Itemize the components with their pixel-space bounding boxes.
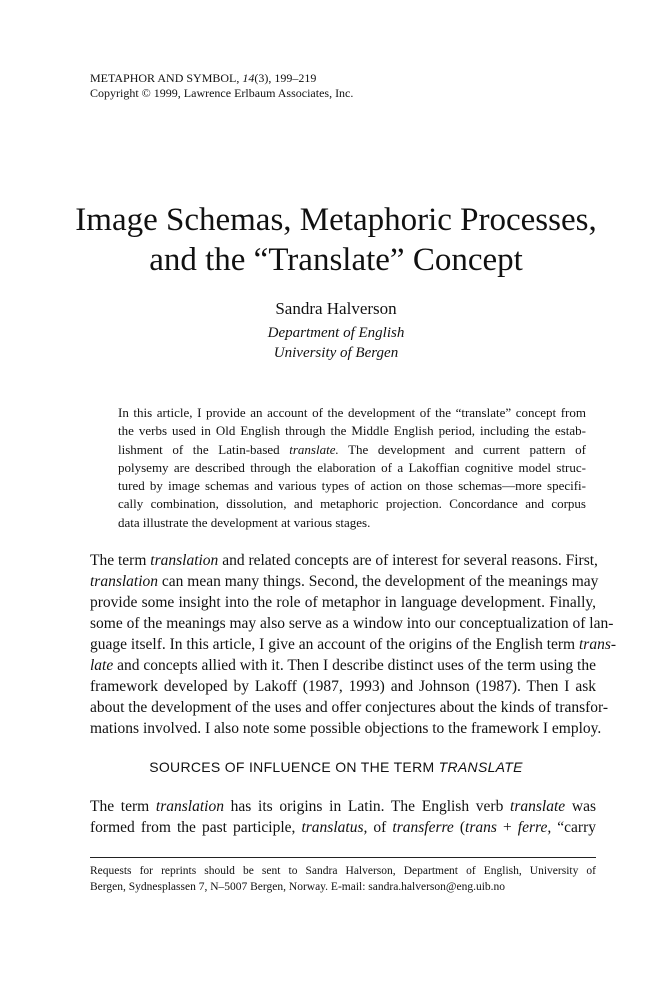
intro-paragraph-line: translation can mean many things. Second, the development of the meanings may <box>90 573 599 590</box>
intro-paragraph-line: guage itself. In this article, I give an account of the origins of the English term trans- <box>90 636 617 653</box>
abstract-line: cally combination, dissolution, and metaphoric projection. Concordance and corpus <box>118 496 586 512</box>
section-heading <box>0 757 672 777</box>
intro-paragraph-line: some of the meanings may also serve as a window into our conceptualization of lan- <box>90 615 614 632</box>
intro-paragraph-line: late and concepts allied with it. Then I describe distinct uses of the term using the <box>90 657 596 674</box>
section-paragraph-line: formed from the past participle, translatus, of transferre (trans + ferre, “carry <box>90 819 596 836</box>
italic-term: translate. <box>289 441 339 457</box>
abstract-line: lishment of the Latin-based translate. The development and current pattern of <box>118 441 586 457</box>
author-name: Sandra Halverson <box>275 299 397 318</box>
affiliation-university: University of Bergen <box>273 345 399 361</box>
section-heading-text: SOURCES OF INFLUENCE ON THE TERM <box>149 759 439 775</box>
abstract-line: data illustrate the development at various stages. <box>118 514 371 530</box>
italic-term: translate <box>510 798 566 815</box>
abstract <box>118 404 586 532</box>
abstract-line: polysemy are described through the elaboration of a Lakoffian cognitive model struc- <box>118 459 586 475</box>
section-heading-term: TRANSLATE <box>438 759 523 775</box>
intro-paragraph <box>90 550 617 739</box>
footnote-line: Bergen, Sydnesplassen 7, N–5007 Bergen, Norway. E-mail: sandra.halverson@eng.uib.no <box>90 881 506 893</box>
italic-term: late <box>90 657 114 674</box>
abstract-line: the verbs used in Old English through the Middle English period, including the estab- <box>118 423 586 439</box>
italic-term: translation <box>90 573 159 590</box>
footnote-line: Requests for reprints should be sent to Sandra Halverson, Department of English, University of <box>90 865 596 877</box>
journal-issue-pages: (3), 199–219 <box>254 71 317 85</box>
footnote <box>90 863 596 895</box>
italic-term: trans <box>465 819 497 836</box>
italic-term: trans- <box>578 636 617 653</box>
intro-paragraph-line: provide some insight into the role of metaphor in language development. Finally, <box>90 594 596 611</box>
footnote-divider <box>90 857 596 858</box>
intro-paragraph-line: The term translation and related concepts are of interest for several reasons. First, <box>90 552 598 569</box>
italic-term: translation <box>155 798 224 815</box>
journal-citation <box>90 71 353 86</box>
journal-volume: 14 <box>242 71 255 85</box>
journal-name: METAPHOR AND SYMBOL, <box>90 71 240 85</box>
author-affiliation <box>0 323 672 363</box>
abstract-line: In this article, I provide an account of the development of the “translate” concept from <box>118 405 586 420</box>
copyright-line: Copyright © 1999, Lawrence Erlbaum Associates, Inc. <box>90 86 354 100</box>
affiliation-department: Department of English <box>267 325 405 341</box>
intro-paragraph-line: about the development of the uses and offer conjectures about the kinds of transfor- <box>90 699 609 716</box>
italic-term: translatus, <box>301 819 368 836</box>
title-line-1: Image Schemas, Metaphoric Processes, <box>75 202 597 238</box>
abstract-line: tured by image schemas and various types of action on those schemas—more specifi- <box>118 478 586 494</box>
article-title <box>0 200 672 280</box>
section-paragraph-line: The term translation has its origins in Latin. The English verb translate was <box>90 798 596 815</box>
intro-paragraph-line: framework developed by Lakoff (1987, 1993) and Johnson (1987). Then I ask <box>90 678 596 695</box>
italic-term: translation <box>150 552 219 569</box>
italic-term: transferre <box>392 819 454 836</box>
intro-paragraph-line: mations involved. I also note some possible objections to the framework I employ. <box>90 720 602 737</box>
italic-term: ferre, <box>517 819 552 836</box>
journal-header <box>90 71 353 101</box>
section-paragraph <box>90 796 596 838</box>
title-line-2: and the “Translate” Concept <box>149 242 523 278</box>
